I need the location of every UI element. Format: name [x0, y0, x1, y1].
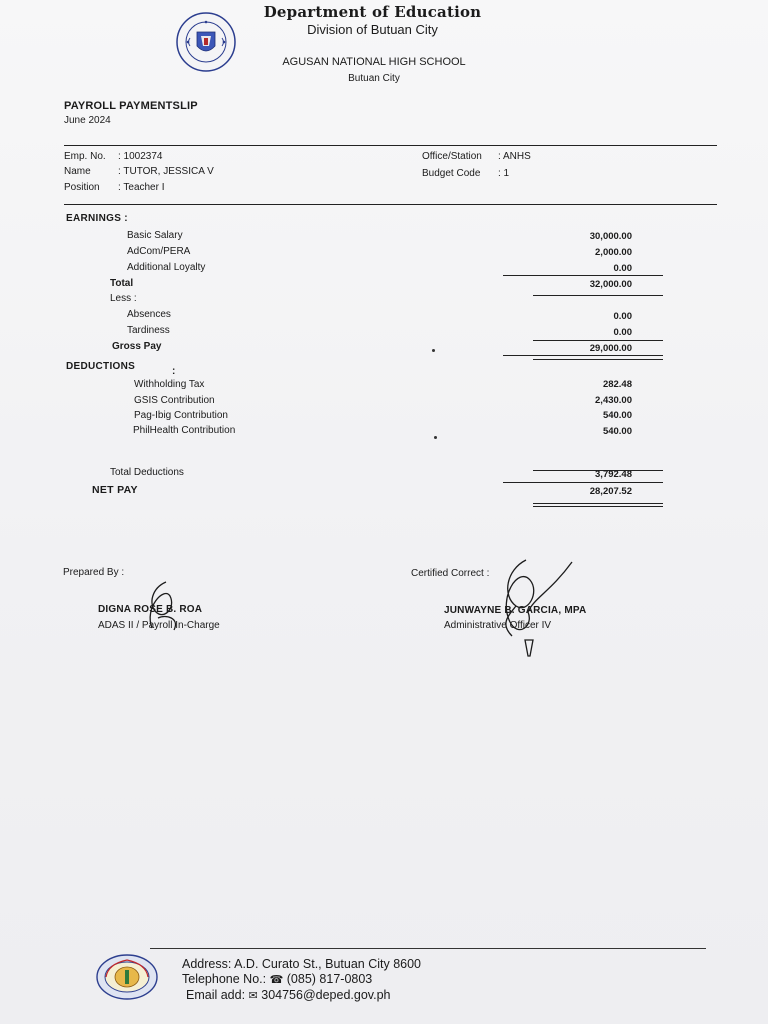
withholding-tax-label: Withholding Tax	[134, 379, 205, 390]
gsis-label: GSIS Contribution	[134, 395, 215, 406]
philhealth-label: PhilHealth Contribution	[133, 425, 236, 436]
absences-label: Absences	[127, 309, 171, 320]
print-speck	[432, 349, 435, 352]
total-deductions-amount: 3,792.48	[595, 469, 632, 480]
tardiness-amount: 0.00	[613, 327, 632, 338]
emp-no-label: Emp. No.	[64, 151, 106, 162]
less-label: Less :	[110, 293, 137, 304]
adcom-pera-amount: 2,000.00	[595, 247, 632, 258]
subtotal-line	[533, 340, 663, 341]
school-name: AGUSAN NATIONAL HIGH SCHOOL	[282, 56, 466, 68]
divider	[64, 204, 717, 205]
earnings-heading: EARNINGS :	[66, 213, 128, 224]
school-logo-icon	[96, 954, 158, 1000]
position-label: Position	[64, 182, 100, 193]
adcom-pera-label: AdCom/PERA	[127, 246, 191, 257]
deductions-colon: :	[172, 366, 176, 377]
name-value: : TUTOR, JESSICA V	[118, 166, 214, 177]
additional-loyalty-label: Additional Loyalty	[127, 262, 206, 273]
double-rule	[533, 506, 663, 507]
name-label: Name	[64, 166, 91, 177]
footer-telephone	[182, 972, 372, 986]
additional-loyalty-amount: 0.00	[613, 263, 632, 274]
budget-code-value: : 1	[498, 168, 510, 179]
footer-email	[186, 988, 391, 1002]
deductions-heading: DEDUCTIONS	[66, 361, 136, 372]
department-title: Department of Education	[263, 3, 482, 21]
pagibig-amount: 540.00	[602, 410, 632, 421]
print-speck	[434, 436, 437, 439]
signature-prepared	[136, 578, 188, 636]
prepared-by-position: ADAS II / Payroll In-Charge	[98, 620, 220, 631]
footer-address: Address: A.D. Curato St., Butuan City 8600	[182, 957, 422, 971]
absences-amount: 0.00	[613, 311, 632, 322]
email-label: Email add:	[186, 988, 246, 1002]
telephone-icon: ☎	[269, 974, 284, 986]
subtotal-line	[533, 359, 663, 360]
total-deductions-label: Total Deductions	[110, 467, 184, 478]
subtotal-line	[503, 355, 663, 356]
earnings-total-label: Total	[110, 278, 134, 289]
signature-certified	[488, 552, 576, 664]
subtotal-line	[503, 482, 663, 483]
certified-correct-label: Certified Correct :	[411, 568, 490, 579]
subtotal-line	[503, 275, 663, 276]
gross-pay-amount: 29,000.00	[589, 343, 632, 354]
withholding-tax-amount: 282.48	[602, 379, 632, 390]
telephone-label: Telephone No.:	[182, 972, 267, 986]
pay-period: June 2024	[64, 115, 111, 126]
divider	[64, 145, 717, 146]
gsis-amount: 2,430.00	[595, 395, 632, 406]
subtotal-line	[533, 295, 663, 296]
telephone-number: (085) 817-0803	[286, 972, 373, 986]
prepared-by-label: Prepared By :	[63, 567, 125, 578]
office-value: : ANHS	[498, 151, 531, 162]
net-pay-label: NET PAY	[92, 484, 138, 496]
tardiness-label: Tardiness	[127, 325, 170, 336]
school-city: Butuan City	[348, 73, 400, 84]
pagibig-label: Pag-Ibig Contribution	[134, 410, 228, 421]
division-name: Division of Butuan City	[307, 22, 438, 37]
earnings-total-amount: 32,000.00	[589, 279, 632, 290]
net-pay-amount: 28,207.52	[589, 486, 632, 497]
certified-by-name: JUNWAYNE B. GARCIA, MPA	[444, 605, 587, 616]
office-label: Office/Station	[422, 151, 482, 162]
budget-code-label: Budget Code	[422, 168, 481, 179]
basic-salary-amount: 30,000.00	[589, 231, 632, 242]
footer-divider	[150, 948, 706, 949]
gross-pay-label: Gross Pay	[112, 341, 162, 352]
double-rule	[533, 503, 663, 504]
philhealth-amount: 540.00	[602, 426, 632, 437]
document-title: PAYROLL PAYMENTSLIP	[64, 100, 198, 112]
position-value: : Teacher I	[118, 182, 165, 193]
envelope-icon: ✉	[248, 990, 258, 1002]
emp-no-value: : 1002374	[118, 151, 163, 162]
basic-salary-label: Basic Salary	[127, 230, 183, 241]
prepared-by-name: DIGNA ROSE B. ROA	[98, 604, 203, 615]
email-address: 304756@deped.gov.ph	[261, 988, 391, 1002]
certified-by-position: Administrative Officer IV	[444, 620, 552, 631]
